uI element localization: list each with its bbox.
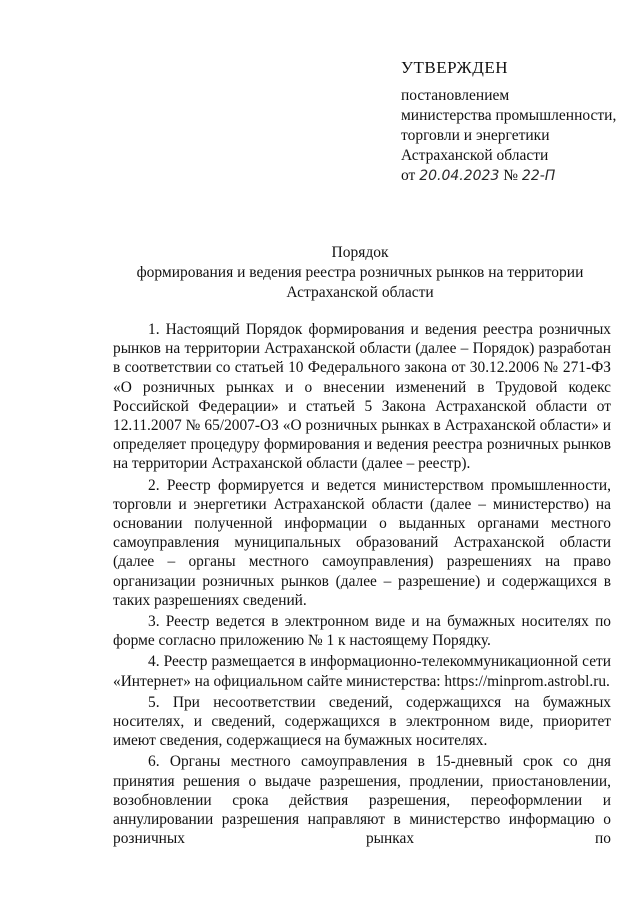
title-line-1: Порядок bbox=[331, 244, 389, 261]
approval-line-3: торговли и энергетики bbox=[401, 127, 550, 144]
paragraph-1: 1. Настоящий Порядок формирования и ведения реестра розничных рынков на территории Астраханской области (далее – Порядок) разработан в соответствии со статьей 10 Федерального закона от 30.12.2006 № 271-ФЗ «О розничных рынках и о внесении изменений в Трудовой кодекс Российской Федерации» и статьей 5 Закона Астраханской области от 12.11.2007 № 65/2007-ОЗ «О розничных рынках в Астраханской области» и определяет процедуру формирования и ведения реестра розничных рынков на территории Астраханской области (далее – реестр). bbox=[113, 321, 611, 473]
handwritten-date: 20.04.2023 bbox=[419, 168, 500, 184]
number-prefix: № bbox=[503, 167, 519, 184]
paragraph-4: 4. Реестр размещается в информационно-телекоммуникационной сети «Интернет» на официальном сайте министерства: https://minprom.astrobl.ru. bbox=[113, 653, 611, 690]
approval-heading: УТВЕРЖДЕН bbox=[401, 58, 508, 77]
approval-line-4: Астраханской области bbox=[401, 147, 549, 164]
approval-line-1: постановлением bbox=[401, 87, 510, 104]
paragraph-6: 6. Органы местного самоуправления в 15-дневный срок со дня принятия решения о выдаче разрешения, продлении, приостановлении, возобновлении срока действия разрешения, переоформлении и аннулировании разрешения направляют в министерство информацию о розничных рынках по bbox=[113, 753, 611, 848]
title-line-2: формирования и ведения реестра розничных рынков на территории bbox=[136, 264, 584, 281]
paragraph-3: 3. Реестр ведется в электронном виде и на бумажных носителях по форме согласно приложению № 1 к настоящему Порядку. bbox=[113, 613, 611, 650]
handwritten-number: 22-П bbox=[521, 168, 556, 184]
approval-stamp-block bbox=[401, 58, 631, 186]
paragraph-5: 5. При несоответствии сведений, содержащихся на бумажных носителях, и сведений, содержащихся в электронном виде, приоритет имеют сведения, содержащиеся на бумажных носителях. bbox=[113, 693, 611, 750]
document-body bbox=[113, 320, 611, 850]
approval-line-2: министерства промышленности, bbox=[401, 107, 617, 124]
date-prefix: от bbox=[401, 167, 416, 184]
approval-date-line bbox=[401, 166, 631, 186]
title-line-3: Астраханской области bbox=[286, 284, 434, 301]
document-title bbox=[110, 243, 610, 303]
paragraph-2: 2. Реестр формируется и ведется министерством промышленности, торговли и энергетики Астраханской области (далее – министерство) на основании полученной информации о выданных органами местного самоуправления муниципальных образований Астраханской области (далее – органы местного самоуправления) разрешениях на право организации розничных рынков (далее – разрешение) и содержащихся в таких разрешениях сведений. bbox=[113, 476, 611, 609]
